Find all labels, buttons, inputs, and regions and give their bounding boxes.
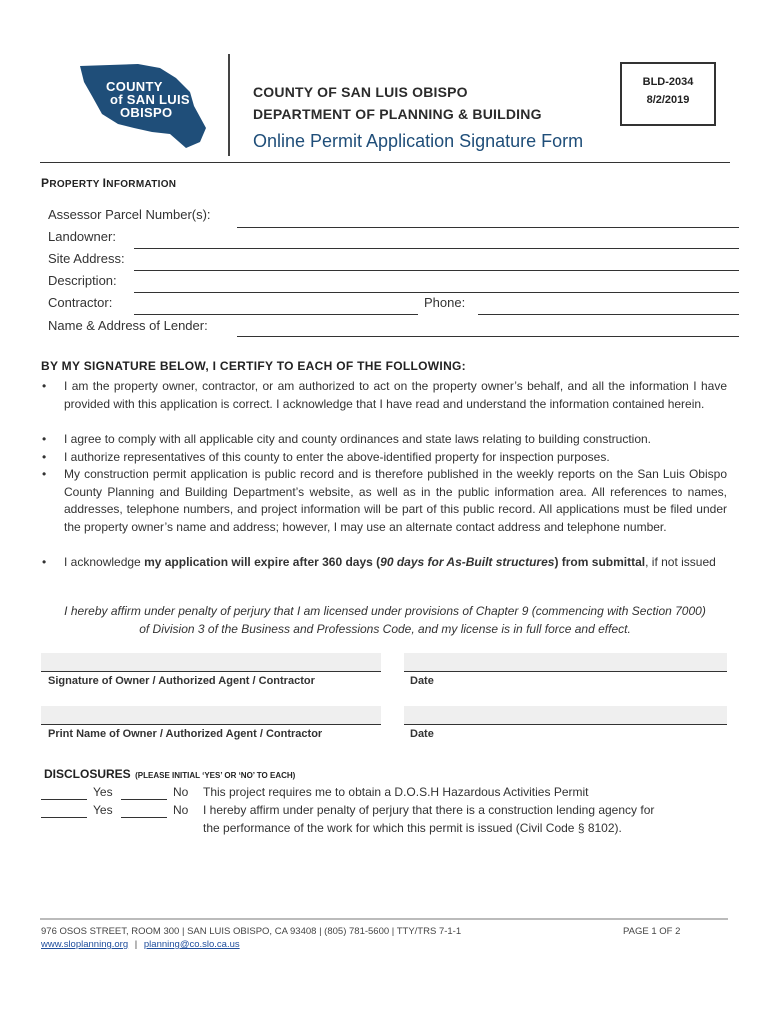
bullet-dot: • [42, 432, 47, 446]
phone-label: Phone: [424, 295, 466, 310]
form-revision-date: 8/2/2019 [646, 94, 690, 106]
email-link[interactable]: planning@co.slo.ca.us [143, 939, 240, 950]
disclosure-2-no-initial[interactable] [121, 817, 167, 818]
logo-text-county: COUNTY [106, 79, 163, 94]
description-label: Description: [48, 273, 117, 288]
landowner-field[interactable] [134, 248, 739, 249]
bullet-dot: • [42, 555, 47, 569]
apn-label: Assessor Parcel Number(s): [48, 207, 211, 222]
county-logo [78, 62, 210, 152]
print-name-field[interactable] [41, 706, 381, 725]
department-name: DEPARTMENT OF PLANNING & BUILDING [253, 106, 542, 122]
disclosure-1-no-label: No [173, 785, 189, 799]
footer-separator: | [134, 939, 138, 950]
certify-bullet-3: • I authorize representatives of this county to enter the above-identified property for inspection purposes. [64, 449, 727, 467]
property-section-heading: PROPERTY INFORMATION [41, 176, 177, 190]
apn-field[interactable] [237, 227, 739, 228]
disclosure-2-yes-label: Yes [93, 803, 113, 817]
header-rule [40, 162, 730, 163]
footer-links [41, 938, 240, 951]
disclosure-2-yes-initial[interactable] [41, 817, 87, 818]
form-title: Online Permit Application Signature Form [253, 131, 584, 151]
bullet-dot: • [42, 467, 47, 481]
disclosure-2-text: I hereby affirm under penalty of perjury that there is a construction lending agency for the performance of the work for which this permit is issued (Civil Code § 8102). [203, 803, 655, 835]
disclosure-2-no-label: No [173, 803, 189, 817]
org-name: COUNTY OF SAN LUIS OBISPO [253, 84, 468, 100]
form-code-badge [620, 62, 716, 126]
bullet-dot: • [42, 450, 47, 464]
footer-rule [40, 918, 728, 920]
license-affirmation: I hereby affirm under penalty of perjury that I am licensed under provisions of Chapter 9 (commencing with Section 7000) of Division 3 of the Business and Professions Code, and my license is in full force and effect. [64, 604, 706, 636]
signature-field[interactable] [41, 653, 381, 672]
logo-text-obispo: OBISPO [120, 105, 173, 120]
lender-label: Name & Address of Lender: [48, 318, 208, 333]
certify-bullet-5: • I acknowledge my application will expire after 360 days (90 days for As-Built structures) from submittal, if not issued [64, 554, 727, 572]
logo-text-san-luis: of SAN LUIS [110, 92, 190, 107]
lender-field[interactable] [237, 336, 739, 337]
site-address-label: Site Address: [48, 251, 125, 266]
disclosure-1-yes-initial[interactable] [41, 799, 87, 800]
certify-section-heading: BY MY SIGNATURE BELOW, I CERTIFY TO EACH OF THE FOLLOWING: [41, 359, 466, 373]
landowner-label: Landowner: [48, 229, 116, 244]
contractor-field[interactable] [134, 314, 418, 315]
disclosures-heading: DISCLOSURES (PLEASE INITIAL ‘YES’ OR ‘NO’ TO EACH) [44, 767, 296, 781]
print-date-field[interactable] [404, 706, 727, 725]
certify-bullet-2: • I agree to comply with all applicable city and county ordinances and state laws relating to building construction. [64, 431, 727, 449]
page-number: PAGE 1 OF 2 [623, 926, 681, 937]
contractor-label: Contractor: [48, 295, 113, 310]
signature-label: Signature of Owner / Authorized Agent / Contractor [48, 675, 315, 687]
bullet-dot: • [42, 379, 47, 393]
certify-bullet-1: • I am the property owner, contractor, or am authorized to act on the property owner’s behalf, and all the information I have provided with this application is correct. I acknowledge that I have read and understand the information contained herein. [42, 379, 727, 411]
form-code: BLD-2034 [642, 76, 694, 88]
disclosure-1-no-initial[interactable] [121, 799, 167, 800]
website-link[interactable]: www.sloplanning.org [41, 939, 129, 950]
certify-bullet-4: • My construction permit application is public record and is therefore published in the weekly reports on the San Luis Obispo County Planning and Building Department’s website, as well as in the public information area. All references to names, addresses, telephone numbers, and project information will be part of this public record. All applications must be filed under the property owner’s name and address; however, I may use an alternate contact address and telephone number. [42, 467, 727, 534]
description-field[interactable] [134, 292, 739, 293]
signature-date-field[interactable] [404, 653, 727, 672]
print-name-label: Print Name of Owner / Authorized Agent / Contractor [48, 728, 323, 740]
header-divider [228, 54, 230, 156]
site-address-field[interactable] [134, 270, 739, 271]
phone-field[interactable] [478, 314, 739, 315]
disclosure-1-text: This project requires me to obtain a D.O.S.H Hazardous Activities Permit [203, 785, 589, 799]
print-date-label: Date [410, 728, 434, 740]
disclosure-1-yes-label: Yes [93, 785, 113, 799]
footer-address: 976 OSOS STREET, ROOM 300 | SAN LUIS OBISPO, CA 93408 | (805) 781-5600 | TTY/TRS 7-1-1 [41, 926, 462, 937]
signature-date-label: Date [410, 675, 434, 687]
